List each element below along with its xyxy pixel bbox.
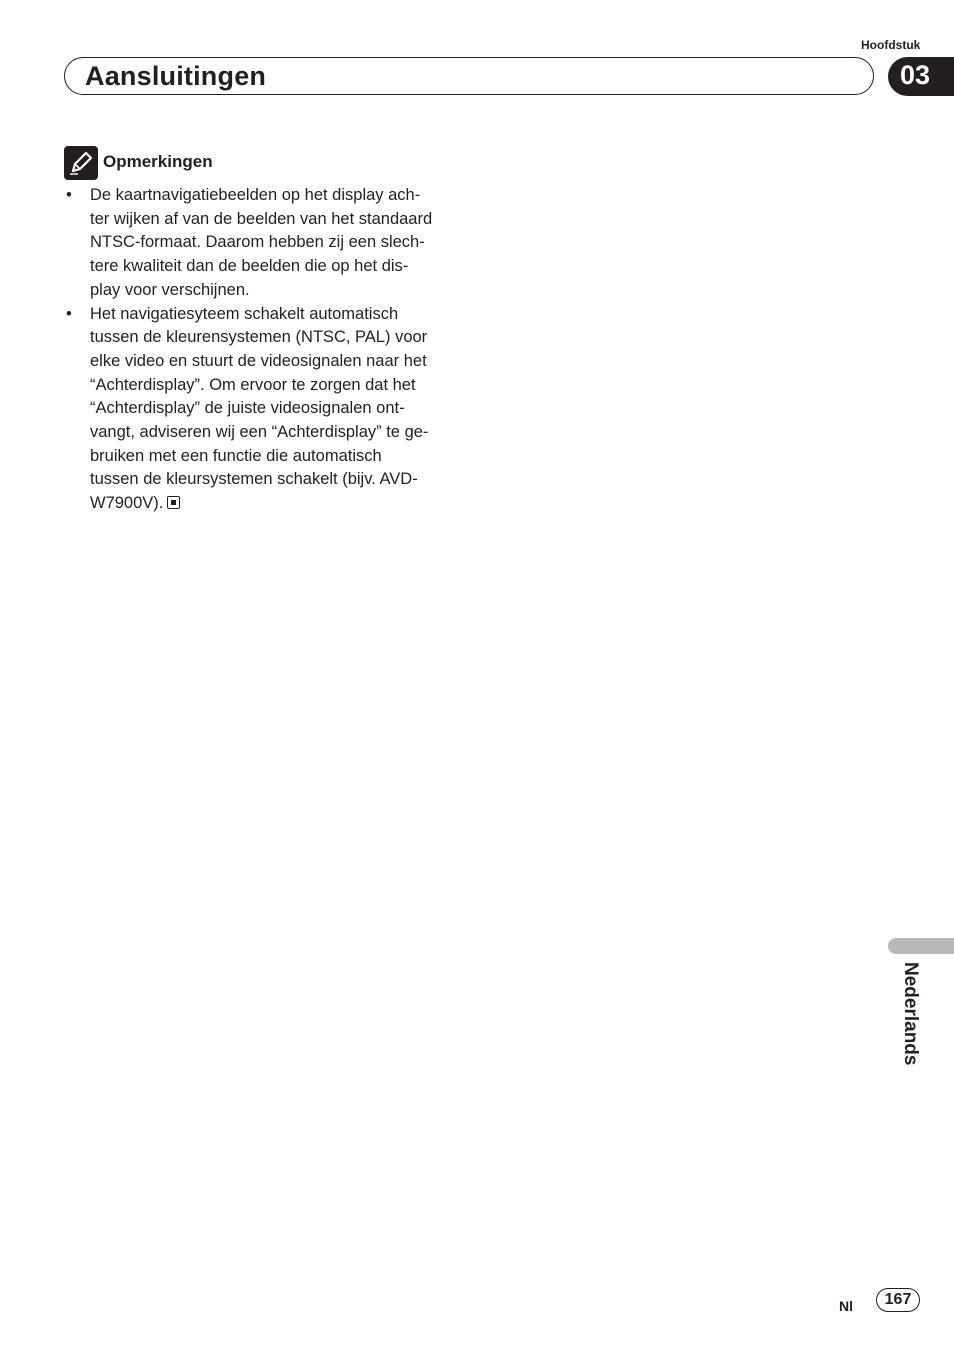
note-line-text: W7900V).	[90, 494, 164, 513]
notes-title: Opmerkingen	[103, 152, 213, 171]
language-tab	[888, 938, 954, 954]
note-line: ter wijken af van de beelden van het standaard	[90, 209, 433, 228]
note-line: De kaartnavigatiebeelden op het display ach-	[90, 186, 421, 204]
bullet: •	[66, 304, 72, 323]
note-last-line	[90, 492, 456, 516]
page-number: 167	[876, 1288, 920, 1312]
note-line: vangt, adviseren wij een “Achterdisplay” te ge-	[90, 423, 429, 442]
note-line: tere kwaliteit dan de beelden die op het dis-	[90, 257, 409, 276]
note-line: elke video en stuurt de videosignalen naar het	[90, 351, 427, 370]
note-line: NTSC-formaat. Daarom hebben zij een slech-	[90, 233, 425, 252]
note-line: tussen de kleursystemen schakelt (bijv. AVD-	[90, 470, 418, 489]
note-line: tussen de kleurensystemen (NTSC, PAL) voor	[90, 328, 428, 347]
note-line: play voor verschijnen.	[90, 280, 250, 299]
pencil-note-icon	[64, 146, 98, 180]
chapter-label: Hoofdstuk	[861, 38, 921, 52]
chapter-tab	[888, 57, 954, 96]
note-line: “Achterdisplay” de juiste videosignalen ont-	[90, 399, 405, 418]
page-title: Aansluitingen	[85, 61, 267, 91]
note-line: “Achterdisplay”. Om ervoor te zorgen dat het	[90, 375, 416, 394]
language-label: Nederlands	[900, 962, 921, 1066]
bullet: •	[66, 186, 72, 204]
note-item	[64, 184, 456, 303]
notes-list	[64, 184, 456, 516]
chapter-number: 03	[900, 60, 931, 90]
language-code: Nl	[839, 1298, 853, 1314]
note-line: bruiken met een functie die automatisch	[90, 446, 382, 465]
end-of-section-icon	[167, 496, 180, 509]
note-item	[64, 303, 456, 516]
title-bar	[64, 57, 874, 95]
note-line: Het navigatiesyteem schakelt automatisch	[90, 304, 399, 323]
